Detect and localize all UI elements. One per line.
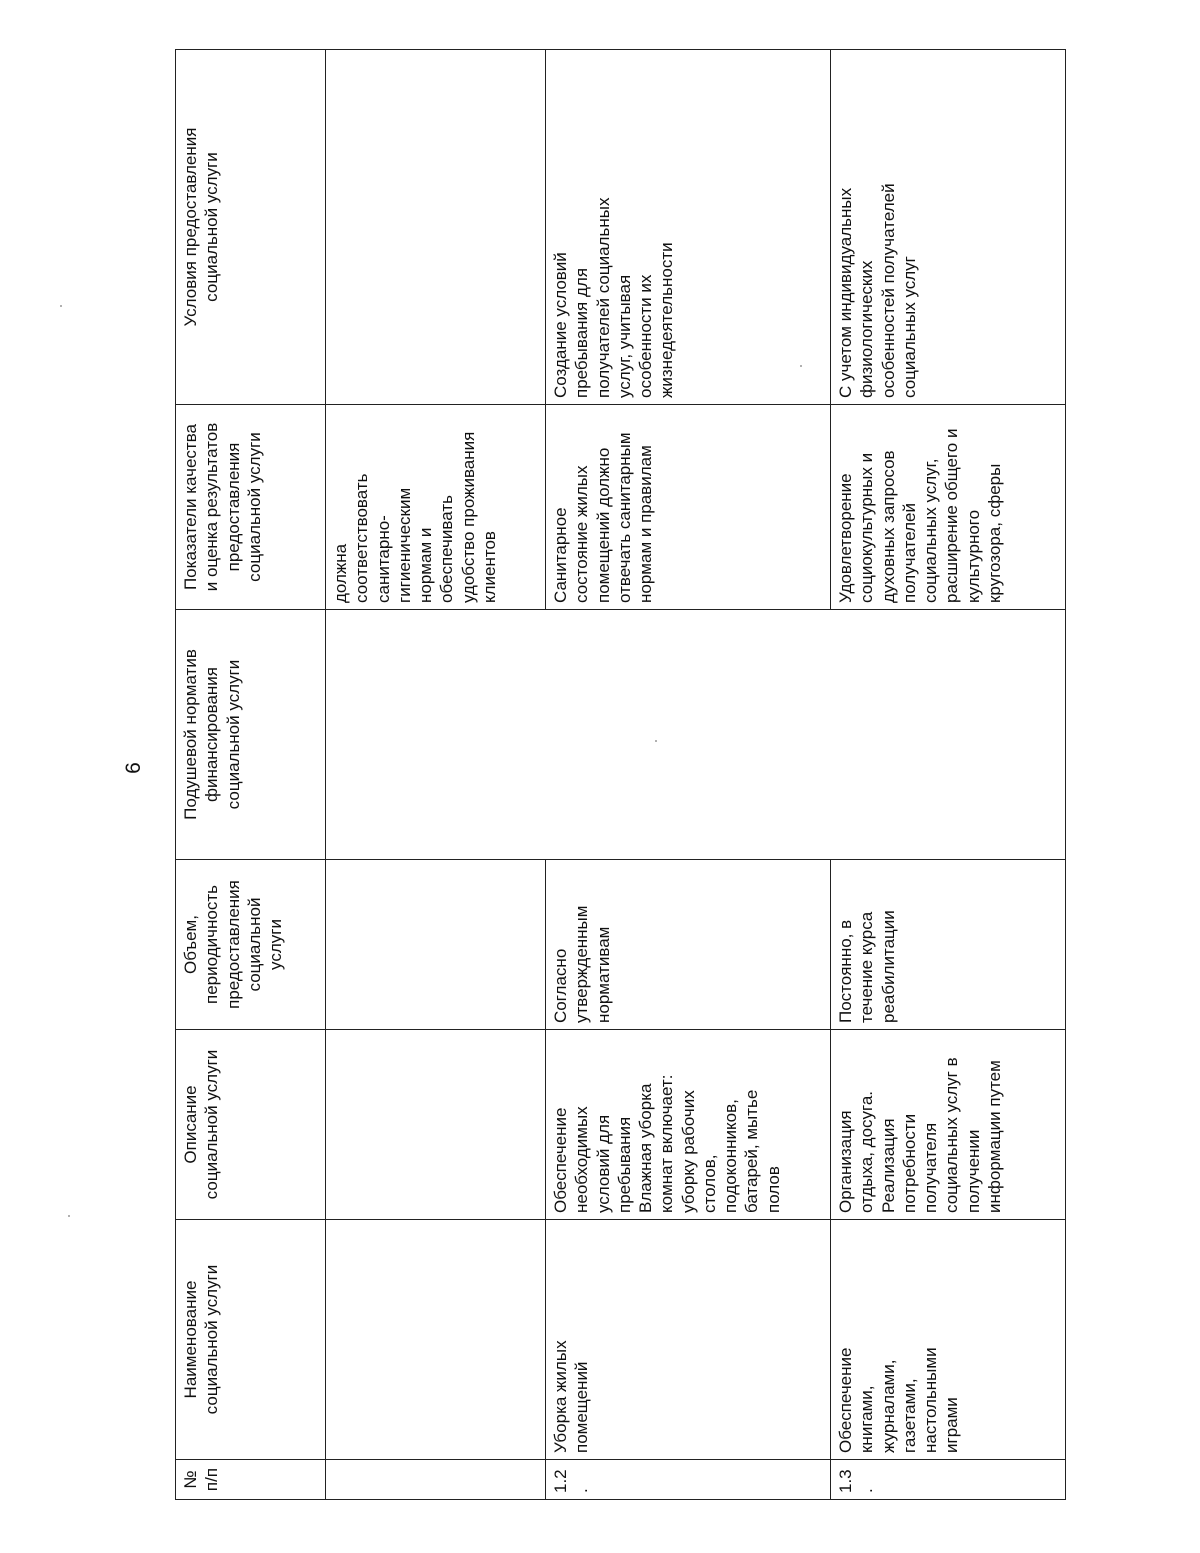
row-number: [326, 1460, 546, 1500]
header-conditions: Условия предоставления социальной услуги: [176, 50, 326, 405]
row-quality: Удовлетворение социокультурных и духовных запросов получателей социальных услуг, расширение общего и культурного кругозора, сферы: [831, 405, 1066, 610]
row-description: Организация отдыха, досуга. Реализация потребности получателя социальных услуг в получении информации путем: [831, 1030, 1066, 1220]
row-service-name: Уборка жилых помещений: [546, 1220, 831, 1460]
header-number: № п/п: [176, 1460, 326, 1500]
row-funding: [831, 610, 1066, 860]
row-conditions: [326, 50, 546, 405]
row-description: Обеспечение необходимых условий для пребывания Влажная уборка комнат включает: уборку рабочих столов, подоконников, батарей, мытье полов: [546, 1030, 831, 1220]
row-conditions: Создание условий пребывания для получателей социальных услуг, учитывая особенности их жизнедеятельности: [546, 50, 831, 405]
row-conditions: С учетом индивидуальных физиологических особенностей получателей социальных услуг: [831, 50, 1066, 405]
row-volume: Постоянно, в течение курса реабилитации: [831, 860, 1066, 1030]
row-quality: должна соответствовать санитарно- гигиеническим нормам и обеспечивать удобство проживания клиентов: [326, 405, 546, 610]
row-volume: [326, 860, 546, 1030]
header-service-name: Наименование социальной услуги: [176, 1220, 326, 1460]
page-number: 6: [121, 762, 145, 774]
row-service-name: Обеспечение книгами, журналами, газетами, настольными играми: [831, 1220, 1066, 1460]
scan-speck: [68, 1215, 70, 1217]
header-funding: Подушевой норматив финансирования социальной услуги: [176, 610, 326, 860]
row-funding: [326, 610, 831, 860]
rotated-page: [175, 50, 1065, 1500]
social-services-table: [175, 49, 1066, 1500]
row-volume: Согласно утвержденным нормативам: [546, 860, 831, 1030]
header-quality: Показатели качества и оценка результатов предоставления социальной услуги: [176, 405, 326, 610]
row-number: 1.3.: [831, 1460, 1066, 1500]
scan-speck: [60, 305, 62, 307]
table-header-row: [176, 50, 326, 1500]
header-description: Описание социальной услуги: [176, 1030, 326, 1220]
header-volume: Объем, периодичность предоставления социальной услуги: [176, 860, 326, 1030]
table-row: [326, 50, 546, 1500]
row-description: [326, 1030, 546, 1220]
table-row: [831, 50, 1066, 1500]
row-number: 1.2.: [546, 1460, 831, 1500]
row-quality: Санитарное состояние жилых помещений должно отвечать санитарным нормам и правилам: [546, 405, 831, 610]
row-service-name: [326, 1220, 546, 1460]
